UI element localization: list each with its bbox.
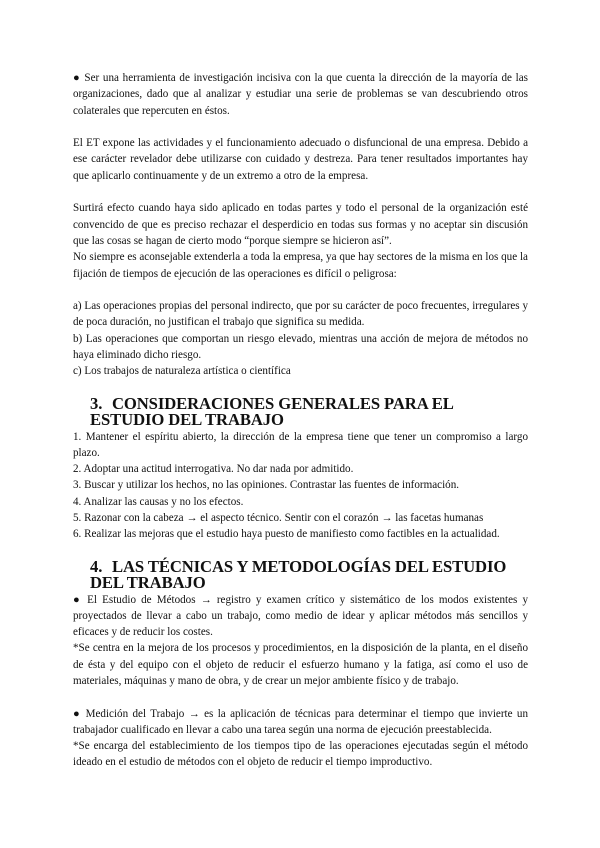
consideracion-item-5: 5. Razonar con la cabeza → el aspecto técnico. Sentir con el corazón → las facetas humanas	[73, 512, 484, 525]
consideracion-item-6: 6. Realizar las mejoras que el estudio haya puesto de manifiesto como factibles en la actualidad.	[73, 528, 500, 541]
paragraph-surtira-efecto: Surtirá efecto cuando haya sido aplicado en todas partes y todo el personal de la organización esté convencido de que es preciso rechazar el desperdicio en todas sus formas y no aceptar sin discusión que las cosas se hagan de cierto modo “porque siempre se hicieron así”.	[73, 202, 528, 247]
spacer	[73, 282, 528, 298]
section-number: 3.	[90, 393, 103, 413]
list-item-b: b) Las operaciones que comportan un riesgo elevado, mientras una acción de mejora de métodos no haya eliminado dicho riesgo.	[73, 332, 528, 362]
section-title: CONSIDERACIONES GENERALES PARA EL ESTUDIO DEL TRABAJO	[90, 393, 453, 430]
bullet-estudio-metodos: ● El Estudio de Métodos → registro y examen crítico y sistemático de los modos existentes y proyectados de llevar a cabo un trabajo, como medio de idear y aplicar métodos más sencillos y eficaces y de reducir los costes.	[73, 593, 528, 639]
spacer	[73, 689, 528, 705]
bullet-herramienta: ● Ser una herramienta de investigación incisiva con la que cuenta la dirección de la mayoría de las organizaciones, dado que al analizar y estudiar una serie de problemas se van descubriendo otros colaterales que repercuten en éstos.	[73, 72, 528, 117]
consideracion-item-1: 1. Mantener el espíritu abierto, la dirección de la empresa tiene que tener un compromiso a largo plazo.	[73, 430, 528, 459]
note-estudio-metodos: *Se centra en la mejora de los procesos y procedimientos, en la disposición de la planta, en el diseño de ésta y del equipo con el objeto de reducir el esfuerzo humano y la fatiga, así como el uso de materiales, máquinas y mano de obra, y de crear un mejor ambiente físico y de trabajo.	[73, 642, 528, 687]
consideracion-item-4: 4. Analizar las causas y no los efectos.	[73, 495, 244, 508]
consideracion-item-3: 3. Buscar y utilizar los hechos, no las opiniones. Contrastar las fuentes de información.	[73, 479, 460, 492]
section-heading-3	[73, 393, 528, 430]
paragraph-no-siempre: No siempre es aconsejable extenderla a toda la empresa, ya que hay sectores de la misma en los que la fijación de tiempos de ejecución de las operaciones es difícil o peligrosa:	[73, 251, 528, 280]
list-item-c: c) Los trabajos de naturaleza artística o científica	[73, 365, 291, 378]
section-title: LAS TÉCNICAS Y METODOLOGÍAS DEL ESTUDIO DEL TRABAJO	[90, 556, 507, 593]
spacer	[73, 184, 528, 200]
document-body	[73, 70, 528, 771]
note-medicion-trabajo: *Se encarga del establecimiento de los tiempos tipo de las operaciones ejecutadas según el método ideado en el estudio de métodos con el objeto de reducir el tiempo improductivo.	[73, 740, 528, 769]
section-number: 4.	[90, 556, 103, 576]
section-heading-4	[73, 556, 528, 593]
consideracion-item-2: 2. Adoptar una actitud interrogativa. No dar nada por admitido.	[73, 463, 354, 476]
paragraph-et-expone: El ET expone las actividades y el funcionamiento adecuado o disfuncional de una empresa. Debido a ese carácter revelador debe utilizarse con cuidado y destreza. Para tener resultados importantes hay que aplicarlo continuamente y de un extremo a otro de la empresa.	[73, 137, 528, 182]
bullet-medicion-trabajo: ● Medición del Trabajo → es la aplicación de técnicas para determinar el tiempo que invierte un trabajador cualificado en llevar a cabo una tarea según una norma de ejecución preestablecida.	[73, 707, 528, 736]
spacer	[73, 119, 528, 135]
list-item-a: a) Las operaciones propias del personal indirecto, que por su carácter de poco frecuentes, irregulares y de poca duración, no justifican el trabajo que significa su medida.	[73, 300, 528, 329]
